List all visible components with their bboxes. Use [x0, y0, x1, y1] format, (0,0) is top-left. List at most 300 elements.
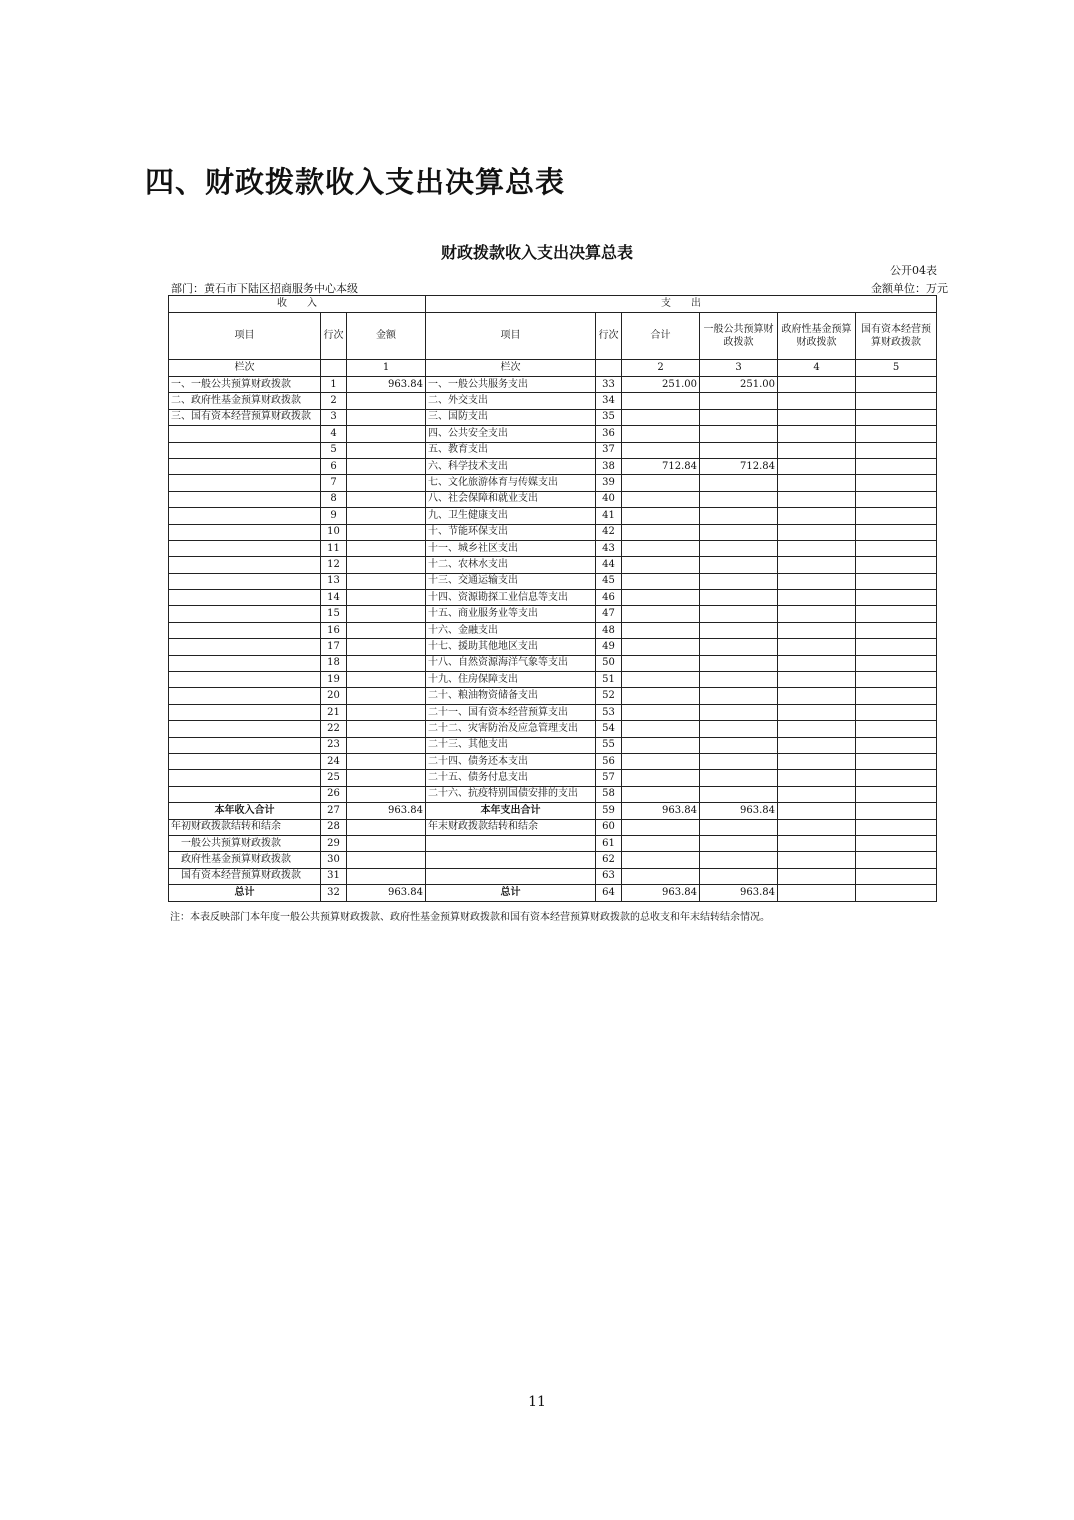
cell-expense-row-no: 53 [596, 704, 622, 720]
cell-general [700, 737, 778, 753]
header-state-capital: 国有资本经营预算财政拨款 [856, 313, 937, 360]
lanci-col-4: 4 [778, 360, 856, 377]
cell-income-amount [347, 491, 426, 507]
cell-general: 963.84 [700, 885, 778, 901]
cell-income-row-no: 17 [321, 639, 347, 655]
cell-expense-item: 二十、粮油物资储备支出 [426, 688, 596, 704]
cell-expense-row-no: 42 [596, 524, 622, 540]
table-row [169, 442, 937, 458]
cell-expense-item: 六、科学技术支出 [426, 458, 596, 474]
cell-gov-fund [778, 803, 856, 819]
header-general: 一般公共预算财政拨款 [700, 313, 778, 360]
cell-general [700, 557, 778, 573]
table-row [169, 803, 937, 819]
cell-income-amount [347, 688, 426, 704]
cell-state-capital [856, 672, 937, 688]
cell-income-row-no: 18 [321, 655, 347, 671]
cell-total [622, 737, 700, 753]
cell-income-item [169, 573, 321, 589]
cell-income-item [169, 590, 321, 606]
cell-expense-row-no: 57 [596, 770, 622, 786]
table-row [169, 557, 937, 573]
cell-expense-item: 九、卫生健康支出 [426, 508, 596, 524]
cell-total [622, 426, 700, 442]
cell-expense-item: 十、节能环保支出 [426, 524, 596, 540]
cell-income-amount [347, 475, 426, 491]
cell-expense-item: 十一、城乡社区支出 [426, 540, 596, 556]
cell-income-row-no: 31 [321, 868, 347, 884]
cell-gov-fund [778, 590, 856, 606]
cell-income-row-no: 10 [321, 524, 347, 540]
cell-income-amount [347, 835, 426, 851]
cell-expense-item: 十三、交通运输支出 [426, 573, 596, 589]
header-item: 项目 [169, 313, 321, 360]
cell-income-row-no: 4 [321, 426, 347, 442]
cell-expense-item: 十六、金融支出 [426, 622, 596, 638]
cell-income-item: 政府性基金预算财政拨款 [169, 852, 321, 868]
cell-income-item: 年初财政拨款结转和结余 [169, 819, 321, 835]
cell-expense-row-no: 49 [596, 639, 622, 655]
cell-state-capital [856, 622, 937, 638]
cell-expense-row-no: 56 [596, 753, 622, 769]
cell-total: 963.84 [622, 885, 700, 901]
cell-income-row-no: 3 [321, 409, 347, 425]
cell-expense-item: 八、社会保障和就业支出 [426, 491, 596, 507]
table-row [169, 377, 937, 393]
cell-expense-item: 二十一、国有资本经营预算支出 [426, 704, 596, 720]
cell-expense-row-no: 35 [596, 409, 622, 425]
cell-expense-item [426, 868, 596, 884]
cell-income-amount [347, 819, 426, 835]
cell-expense-row-no: 44 [596, 557, 622, 573]
cell-expense-item: 十四、资源勘探工业信息等支出 [426, 590, 596, 606]
cell-income-item [169, 622, 321, 638]
cell-general [700, 655, 778, 671]
cell-state-capital [856, 786, 937, 802]
cell-state-capital [856, 639, 937, 655]
cell-general [700, 639, 778, 655]
page-number: 11 [528, 1394, 546, 1410]
cell-income-item: 三、国有资本经营预算财政拨款 [169, 409, 321, 425]
cell-gov-fund [778, 737, 856, 753]
cell-income-item [169, 606, 321, 622]
cell-state-capital [856, 803, 937, 819]
cell-state-capital [856, 475, 937, 491]
cell-general [700, 606, 778, 622]
cell-general: 712.84 [700, 458, 778, 474]
cell-expense-item: 十七、援助其他地区支出 [426, 639, 596, 655]
cell-total [622, 393, 700, 409]
table-row [169, 426, 937, 442]
cell-income-amount [347, 508, 426, 524]
cell-income-amount [347, 524, 426, 540]
cell-income-row-no: 16 [321, 622, 347, 638]
table-row [169, 540, 937, 556]
lanci-col-2: 2 [622, 360, 700, 377]
cell-state-capital [856, 770, 937, 786]
cell-expense-item: 十八、自然资源海洋气象等支出 [426, 655, 596, 671]
cell-total [622, 868, 700, 884]
cell-state-capital [856, 573, 937, 589]
cell-gov-fund [778, 835, 856, 851]
cell-expense-row-no: 38 [596, 458, 622, 474]
header-total: 合计 [622, 313, 700, 360]
cell-income-item [169, 770, 321, 786]
cell-expense-row-no: 50 [596, 655, 622, 671]
cell-income-item [169, 737, 321, 753]
cell-expense-item: 十二、农林水支出 [426, 557, 596, 573]
table-code: 公开04表 [890, 264, 937, 277]
cell-expense-row-no: 34 [596, 393, 622, 409]
cell-gov-fund [778, 557, 856, 573]
cell-total [622, 442, 700, 458]
cell-income-amount [347, 852, 426, 868]
cell-income-row-no: 28 [321, 819, 347, 835]
table-row [169, 491, 937, 507]
cell-state-capital [856, 540, 937, 556]
table-row [169, 606, 937, 622]
cell-expense-item: 十五、商业服务业等支出 [426, 606, 596, 622]
cell-total [622, 655, 700, 671]
cell-income-row-no: 1 [321, 377, 347, 393]
table-row [169, 868, 937, 884]
table-row [169, 704, 937, 720]
cell-total [622, 639, 700, 655]
cell-income-row-no: 23 [321, 737, 347, 753]
cell-general [700, 442, 778, 458]
cell-general: 251.00 [700, 377, 778, 393]
cell-state-capital [856, 409, 937, 425]
cell-general [700, 721, 778, 737]
cell-gov-fund [778, 688, 856, 704]
cell-general [700, 508, 778, 524]
cell-expense-row-no: 48 [596, 622, 622, 638]
cell-general [700, 835, 778, 851]
cell-state-capital [856, 721, 937, 737]
cell-general [700, 770, 778, 786]
cell-gov-fund [778, 573, 856, 589]
cell-state-capital [856, 590, 937, 606]
cell-state-capital [856, 737, 937, 753]
cell-general [700, 868, 778, 884]
cell-state-capital [856, 819, 937, 835]
lanci-col-3: 3 [700, 360, 778, 377]
cell-income-amount [347, 409, 426, 425]
cell-income-row-no: 24 [321, 753, 347, 769]
cell-income-item [169, 458, 321, 474]
cell-total [622, 786, 700, 802]
cell-gov-fund [778, 393, 856, 409]
header-row-no-expense: 行次 [596, 313, 622, 360]
cell-income-row-no: 22 [321, 721, 347, 737]
cell-state-capital [856, 704, 937, 720]
cell-gov-fund [778, 770, 856, 786]
cell-expense-row-no: 45 [596, 573, 622, 589]
cell-expense-row-no: 62 [596, 852, 622, 868]
cell-expense-row-no: 63 [596, 868, 622, 884]
cell-income-row-no: 6 [321, 458, 347, 474]
cell-total [622, 770, 700, 786]
table-row [169, 819, 937, 835]
cell-expense-row-no: 54 [596, 721, 622, 737]
cell-gov-fund [778, 377, 856, 393]
cell-state-capital [856, 852, 937, 868]
cell-expense-row-no: 39 [596, 475, 622, 491]
cell-total [622, 622, 700, 638]
cell-expense-row-no: 36 [596, 426, 622, 442]
cell-income-amount [347, 770, 426, 786]
cell-total [622, 721, 700, 737]
table-title: 财政拨款收入支出决算总表 [440, 243, 633, 262]
cell-income-item [169, 688, 321, 704]
table-row [169, 573, 937, 589]
cell-general [700, 540, 778, 556]
cell-state-capital [856, 426, 937, 442]
cell-income-amount [347, 622, 426, 638]
cell-income-row-no: 14 [321, 590, 347, 606]
cell-income-item [169, 508, 321, 524]
cell-expense-item: 二、外交支出 [426, 393, 596, 409]
cell-income-amount [347, 737, 426, 753]
cell-total [622, 688, 700, 704]
cell-total: 712.84 [622, 458, 700, 474]
cell-expense-item: 四、公共安全支出 [426, 426, 596, 442]
table-row [169, 508, 937, 524]
cell-state-capital [856, 606, 937, 622]
cell-state-capital [856, 835, 937, 851]
lanci-empty [321, 360, 347, 377]
cell-total [622, 753, 700, 769]
cell-general [700, 704, 778, 720]
cell-income-row-no: 32 [321, 885, 347, 901]
column-header-row [169, 313, 937, 360]
cell-income-amount [347, 672, 426, 688]
cell-total [622, 606, 700, 622]
cell-income-amount [347, 753, 426, 769]
cell-expense-item: 年末财政拨款结转和结余 [426, 819, 596, 835]
cell-total [622, 590, 700, 606]
cell-general [700, 688, 778, 704]
cell-general [700, 475, 778, 491]
cell-gov-fund [778, 721, 856, 737]
cell-gov-fund [778, 753, 856, 769]
cell-expense-row-no: 40 [596, 491, 622, 507]
cell-income-amount [347, 458, 426, 474]
cell-income-row-no: 19 [321, 672, 347, 688]
cell-gov-fund [778, 540, 856, 556]
cell-gov-fund [778, 885, 856, 901]
cell-gov-fund [778, 508, 856, 524]
table-row [169, 655, 937, 671]
cell-income-amount: 963.84 [347, 803, 426, 819]
cell-income-amount [347, 639, 426, 655]
cell-total: 251.00 [622, 377, 700, 393]
cell-total [622, 672, 700, 688]
cell-general: 963.84 [700, 803, 778, 819]
cell-state-capital [856, 655, 937, 671]
cell-total [622, 508, 700, 524]
cell-gov-fund [778, 868, 856, 884]
cell-expense-item: 二十四、债务还本支出 [426, 753, 596, 769]
cell-income-amount: 963.84 [347, 885, 426, 901]
cell-income-amount [347, 655, 426, 671]
cell-income-item: 总计 [169, 885, 321, 901]
cell-expense-row-no: 64 [596, 885, 622, 901]
cell-income-amount [347, 606, 426, 622]
cell-general [700, 426, 778, 442]
table-row [169, 753, 937, 769]
cell-state-capital [856, 524, 937, 540]
table-row [169, 409, 937, 425]
cell-expense-item: 二十五、债务付息支出 [426, 770, 596, 786]
cell-income-row-no: 26 [321, 786, 347, 802]
cell-general [700, 393, 778, 409]
cell-state-capital [856, 868, 937, 884]
cell-expense-row-no: 61 [596, 835, 622, 851]
lanci-col-5: 5 [856, 360, 937, 377]
lanci-empty-expense [596, 360, 622, 377]
cell-general [700, 409, 778, 425]
cell-total [622, 524, 700, 540]
cell-state-capital [856, 885, 937, 901]
cell-expense-item: 三、国防支出 [426, 409, 596, 425]
cell-expense-row-no: 58 [596, 786, 622, 802]
cell-state-capital [856, 458, 937, 474]
section-header-row [169, 296, 937, 313]
table-row [169, 458, 937, 474]
cell-expense-row-no: 60 [596, 819, 622, 835]
cell-expense-row-no: 33 [596, 377, 622, 393]
table-row [169, 639, 937, 655]
table-row [169, 590, 937, 606]
cell-general [700, 590, 778, 606]
table-row [169, 393, 937, 409]
cell-income-amount [347, 721, 426, 737]
cell-income-amount [347, 540, 426, 556]
cell-total [622, 819, 700, 835]
cell-expense-row-no: 52 [596, 688, 622, 704]
cell-expense-row-no: 37 [596, 442, 622, 458]
cell-general [700, 524, 778, 540]
cell-income-amount [347, 786, 426, 802]
cell-total [622, 409, 700, 425]
table-row [169, 737, 937, 753]
cell-general [700, 573, 778, 589]
cell-expense-item: 二十六、抗疫特别国债安排的支出 [426, 786, 596, 802]
cell-income-row-no: 15 [321, 606, 347, 622]
cell-income-row-no: 11 [321, 540, 347, 556]
cell-income-row-no: 27 [321, 803, 347, 819]
cell-expense-row-no: 47 [596, 606, 622, 622]
table-row [169, 475, 937, 491]
cell-state-capital [856, 393, 937, 409]
cell-income-item [169, 540, 321, 556]
cell-gov-fund [778, 852, 856, 868]
cell-expense-item: 二十二、灾害防治及应急管理支出 [426, 721, 596, 737]
cell-income-row-no: 29 [321, 835, 347, 851]
cell-expense-item [426, 852, 596, 868]
cell-income-amount [347, 868, 426, 884]
cell-income-row-no: 7 [321, 475, 347, 491]
cell-gov-fund [778, 819, 856, 835]
cell-income-row-no: 2 [321, 393, 347, 409]
cell-expense-row-no: 51 [596, 672, 622, 688]
header-gov-fund: 政府性基金预算财政拨款 [778, 313, 856, 360]
cell-total [622, 573, 700, 589]
cell-expense-row-no: 41 [596, 508, 622, 524]
cell-income-amount [347, 704, 426, 720]
table-note: 注：本表反映部门本年度一般公共预算财政拨款、政府性基金预算财政拨款和国有资本经营预算财政拨款的总收支和年末结转结余情况。 [170, 912, 770, 923]
cell-income-item [169, 639, 321, 655]
cell-general [700, 672, 778, 688]
cell-gov-fund [778, 442, 856, 458]
cell-income-row-no: 8 [321, 491, 347, 507]
table-row [169, 672, 937, 688]
cell-income-amount [347, 573, 426, 589]
cell-total: 963.84 [622, 803, 700, 819]
cell-total [622, 557, 700, 573]
lanci-col-1: 1 [347, 360, 426, 377]
cell-total [622, 835, 700, 851]
cell-income-item [169, 672, 321, 688]
cell-expense-item: 五、教育支出 [426, 442, 596, 458]
lanci-label: 栏次 [169, 360, 321, 377]
cell-expense-row-no: 43 [596, 540, 622, 556]
cell-income-item [169, 655, 321, 671]
table-row [169, 721, 937, 737]
table-row [169, 770, 937, 786]
cell-income-item [169, 426, 321, 442]
cell-expense-item: 一、一般公共服务支出 [426, 377, 596, 393]
cell-income-item [169, 442, 321, 458]
cell-expense-item [426, 835, 596, 851]
department-label: 部门：黄石市下陆区招商服务中心本级 [171, 282, 358, 295]
cell-income-item [169, 786, 321, 802]
table-row [169, 524, 937, 540]
cell-total [622, 704, 700, 720]
cell-income-item [169, 721, 321, 737]
cell-gov-fund [778, 524, 856, 540]
cell-income-item [169, 491, 321, 507]
cell-total [622, 491, 700, 507]
cell-income-amount [347, 426, 426, 442]
cell-income-amount [347, 590, 426, 606]
lanci-label-expense: 栏次 [426, 360, 596, 377]
cell-total [622, 475, 700, 491]
finance-table [168, 295, 937, 902]
cell-gov-fund [778, 475, 856, 491]
header-item-expense: 项目 [426, 313, 596, 360]
cell-general [700, 786, 778, 802]
cell-income-item [169, 524, 321, 540]
section-heading: 四、财政拨款收入支出决算总表 [145, 165, 566, 199]
cell-income-item: 二、政府性基金预算财政拨款 [169, 393, 321, 409]
cell-income-item: 一般公共预算财政拨款 [169, 835, 321, 851]
section-expense: 支 出 [426, 296, 937, 313]
cell-income-item [169, 704, 321, 720]
cell-total [622, 540, 700, 556]
cell-state-capital [856, 557, 937, 573]
table-row [169, 688, 937, 704]
lanci-row [169, 360, 937, 377]
cell-expense-item: 本年支出合计 [426, 803, 596, 819]
cell-general [700, 491, 778, 507]
cell-expense-item: 七、文化旅游体育与传媒支出 [426, 475, 596, 491]
cell-gov-fund [778, 426, 856, 442]
cell-general [700, 819, 778, 835]
header-row-no: 行次 [321, 313, 347, 360]
cell-income-amount [347, 557, 426, 573]
